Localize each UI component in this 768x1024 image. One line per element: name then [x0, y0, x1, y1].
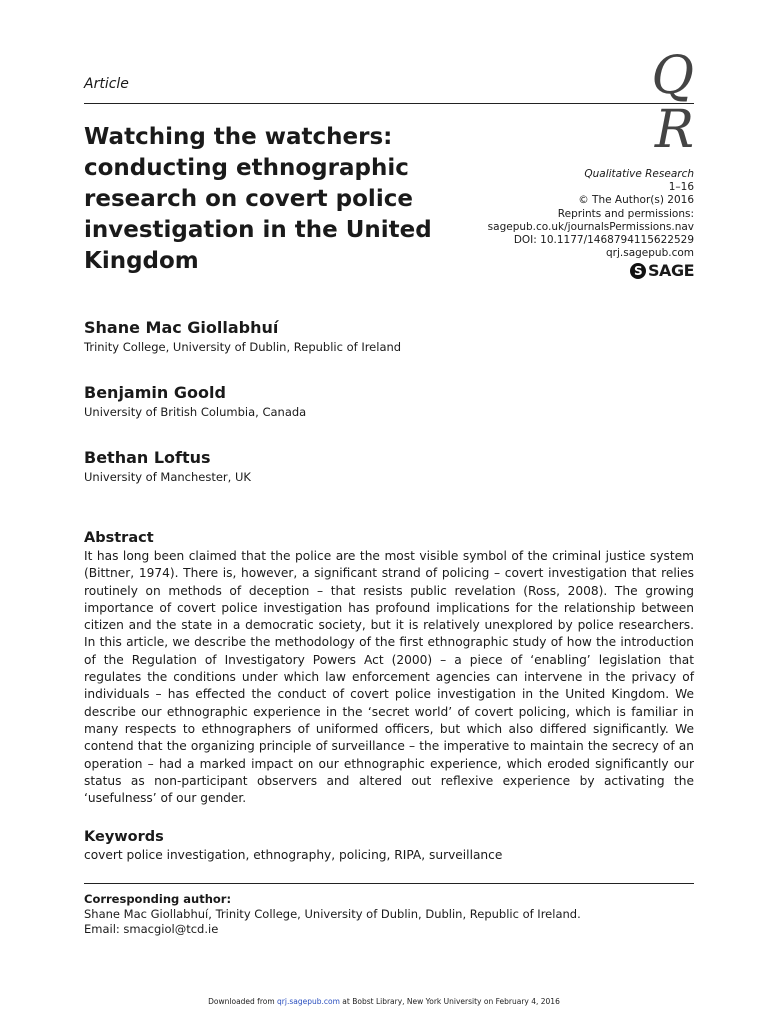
- doi[interactable]: DOI: 10.1177/1468794115622529: [513, 234, 694, 247]
- publisher-name: SAGE: [648, 261, 694, 280]
- copyright: © The Author(s) 2016: [578, 194, 694, 207]
- author-block: [84, 318, 401, 355]
- author-affiliation: Trinity College, University of Dublin, Republic of Ireland: [84, 340, 402, 354]
- abstract-text: It has long been claimed that the police are the most visible symbol of the criminal justice system (Bittner, 1974). There is, however, a significant strand of policing – covert investigation that relies routinely on methods of deception – that resists public revelation (Ross, 2008). The growing importance of covert police investigation has profound implications for the relationship between citizen and the state in a democratic society, but it is relatively unexplored by police researchers. In this article, we describe the methodology of the first ethnographic study of how the introduction of the Regulation of Investigatory Powers Act (2000) – a piece of ‘enabling’ legislation that regulates the conditions under which law enforcement agencies can intervene in the privacy of individuals – has effected the conduct of covert police investigation in the United Kingdom. We describe our ethnographic experience in the ‘secret world’ of covert policing, which is familiar in many respects to ethnographers of uniformed officers, but which also differed significantly. We contend that the organizing principle of surveillance – the imperative to maintain the secrecy of an operation – had a marked impact on our ethnographic experience, which eroded significantly our status as non-participant observers and altered out reflexive experience by activating the ‘usefulness’ of our gender.: [84, 549, 694, 806]
- permissions-link[interactable]: sagepub.co.uk/journalsPermissions.nav: [487, 220, 694, 233]
- download-notice: [0, 997, 768, 1006]
- keywords-heading: Keywords: [84, 829, 164, 845]
- article-type-label: Article: [84, 76, 129, 92]
- corresponding-author-email[interactable]: Email: smacgiol@tcd.ie: [84, 922, 219, 936]
- page-range: 1–16: [668, 181, 694, 194]
- author-name: Shane Mac Giollabhuí: [84, 318, 279, 337]
- sage-logo: [630, 261, 694, 280]
- corresponding-author-block: [84, 892, 694, 937]
- author-name: Benjamin Goold: [84, 383, 226, 402]
- download-suffix: at Bobst Library, New York University on February 4, 2016: [339, 997, 560, 1006]
- author-block: [84, 383, 306, 420]
- sage-mark-icon: S: [630, 263, 646, 279]
- corresponding-author-label: Corresponding author:: [84, 892, 232, 906]
- journal-logo-q: Q: [651, 46, 694, 106]
- author-affiliation: University of British Columbia, Canada: [84, 405, 307, 419]
- author-block: [84, 448, 251, 485]
- reprints-label: Reprints and permissions:: [557, 207, 694, 220]
- corresponding-author-address: Shane Mac Giollabhuí, Trinity College, University of Dublin, Dublin, Republic of Ireland.: [84, 907, 581, 921]
- journal-metadata: [454, 168, 694, 260]
- journal-site-link[interactable]: qrj.sagepub.com: [605, 247, 694, 260]
- abstract-heading: Abstract: [84, 530, 154, 546]
- author-name: Bethan Loftus: [84, 448, 211, 467]
- keywords-text: covert police investigation, ethnography, policing, RIPA, surveillance: [84, 848, 503, 862]
- keywords-section: [84, 828, 694, 864]
- header-divider: [84, 103, 694, 104]
- footer-divider: [84, 883, 694, 884]
- journal-name: Qualitative Research: [584, 168, 694, 180]
- abstract-section: [84, 529, 694, 807]
- download-prefix: Downloaded from: [208, 997, 278, 1006]
- author-affiliation: University of Manchester, UK: [84, 470, 251, 484]
- journal-logo-r: R: [654, 100, 694, 160]
- download-source-link[interactable]: qrj.sagepub.com: [277, 997, 340, 1006]
- article-title: Watching the watchers: conducting ethnographic research on covert police investigation in the United Kingdom: [84, 124, 432, 274]
